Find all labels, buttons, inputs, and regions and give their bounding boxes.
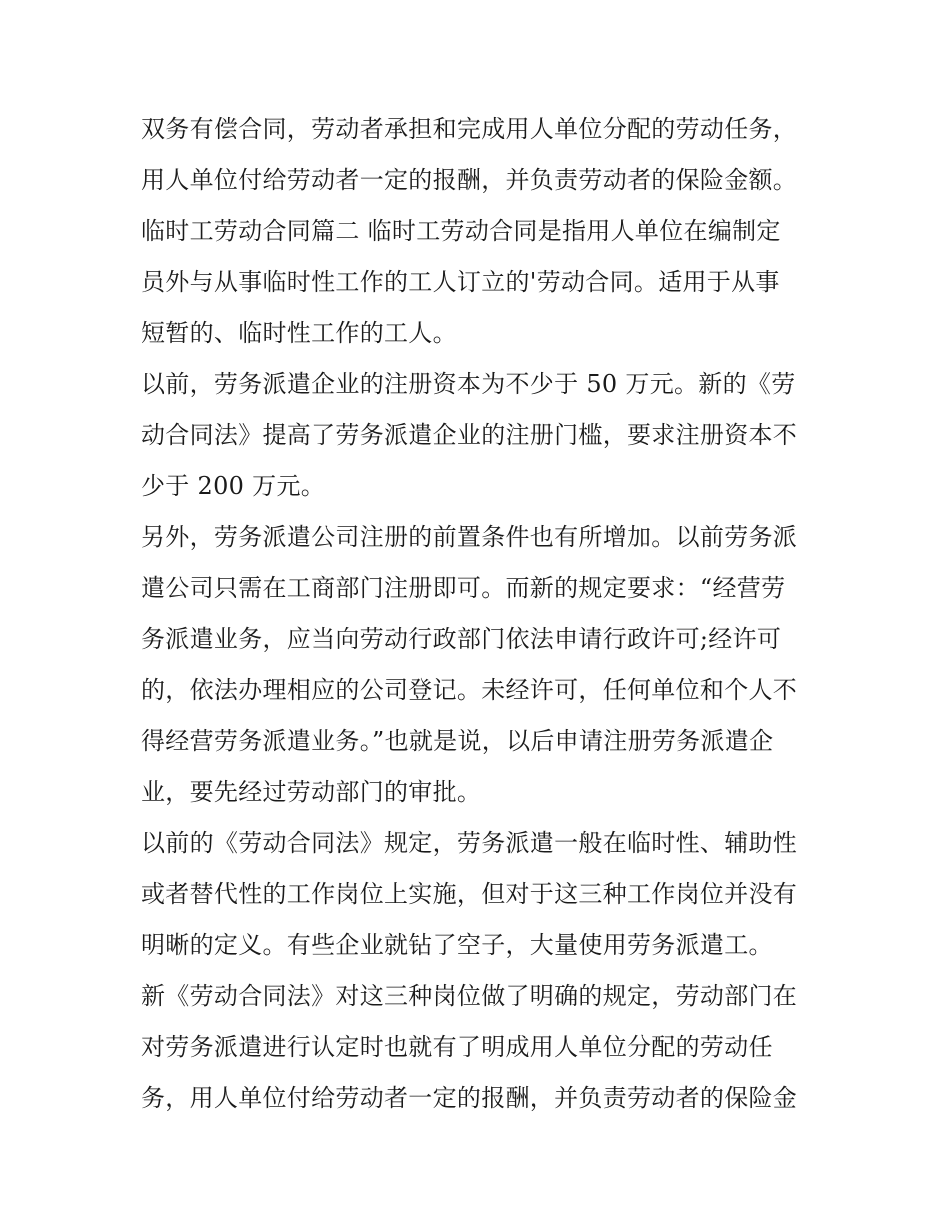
- text-line: 用人单位付给劳动者一定的报酬，并负责劳动者的保险金额。: [141, 166, 798, 194]
- text-line: 短暂的、临时性工作的工人。: [141, 319, 457, 347]
- text-line: 少于 200 万元。: [141, 472, 326, 500]
- text-line: 业，要先经过劳动部门的审批。: [141, 778, 482, 806]
- text-line: 的，依法办理相应的公司登记。未经许可，任何单位和个人不: [141, 676, 798, 704]
- text-line: 新《劳动合同法》对这三种岗位做了明确的规定，劳动部门在: [141, 982, 798, 1010]
- text-line: 遣公司只需在工商部门注册即可。而新的规定要求：“经营劳: [141, 574, 786, 602]
- text-line: 双务有偿合同，劳动者承担和完成用人单位分配的劳动任务，: [141, 115, 798, 143]
- text-line: 以前，劳务派遣企业的注册资本为不少于 50 万元。新的《劳: [141, 370, 796, 398]
- text-line: 另外，劳务派遣公司注册的前置条件也有所增加。以前劳务派: [141, 523, 798, 551]
- text-line: 务，用人单位付给劳动者一定的报酬，并负责劳动者的保险金: [141, 1084, 798, 1112]
- text-line: 对劳务派遣进行认定时也就有了明成用人单位分配的劳动任: [141, 1033, 773, 1061]
- text-line: 临时工劳动合同篇二 临时工劳动合同是指用人单位在编制定: [141, 217, 781, 245]
- text-line: 以前的《劳动合同法》规定，劳务派遣一般在临时性、辅助性: [141, 829, 798, 857]
- text-line: 务派遣业务，应当向劳动行政部门依法申请行政许可;经许可: [141, 625, 782, 653]
- text-line: 动合同法》提高了劳务派遣企业的注册门槛，要求注册资本不: [141, 421, 798, 449]
- text-line: 明晰的定义。有些企业就钻了空子，大量使用劳务派遣工。: [141, 931, 773, 959]
- text-line: 或者替代性的工作岗位上实施，但对于这三种工作岗位并没有: [141, 880, 798, 908]
- text-line: 员外与从事临时性工作的工人订立的'劳动合同。适用于从事: [141, 268, 780, 296]
- text-line: 得经营劳务派遣业务。”也就是说，以后申请注册劳务派遣企: [141, 727, 774, 755]
- document-text: [141, 104, 821, 1124]
